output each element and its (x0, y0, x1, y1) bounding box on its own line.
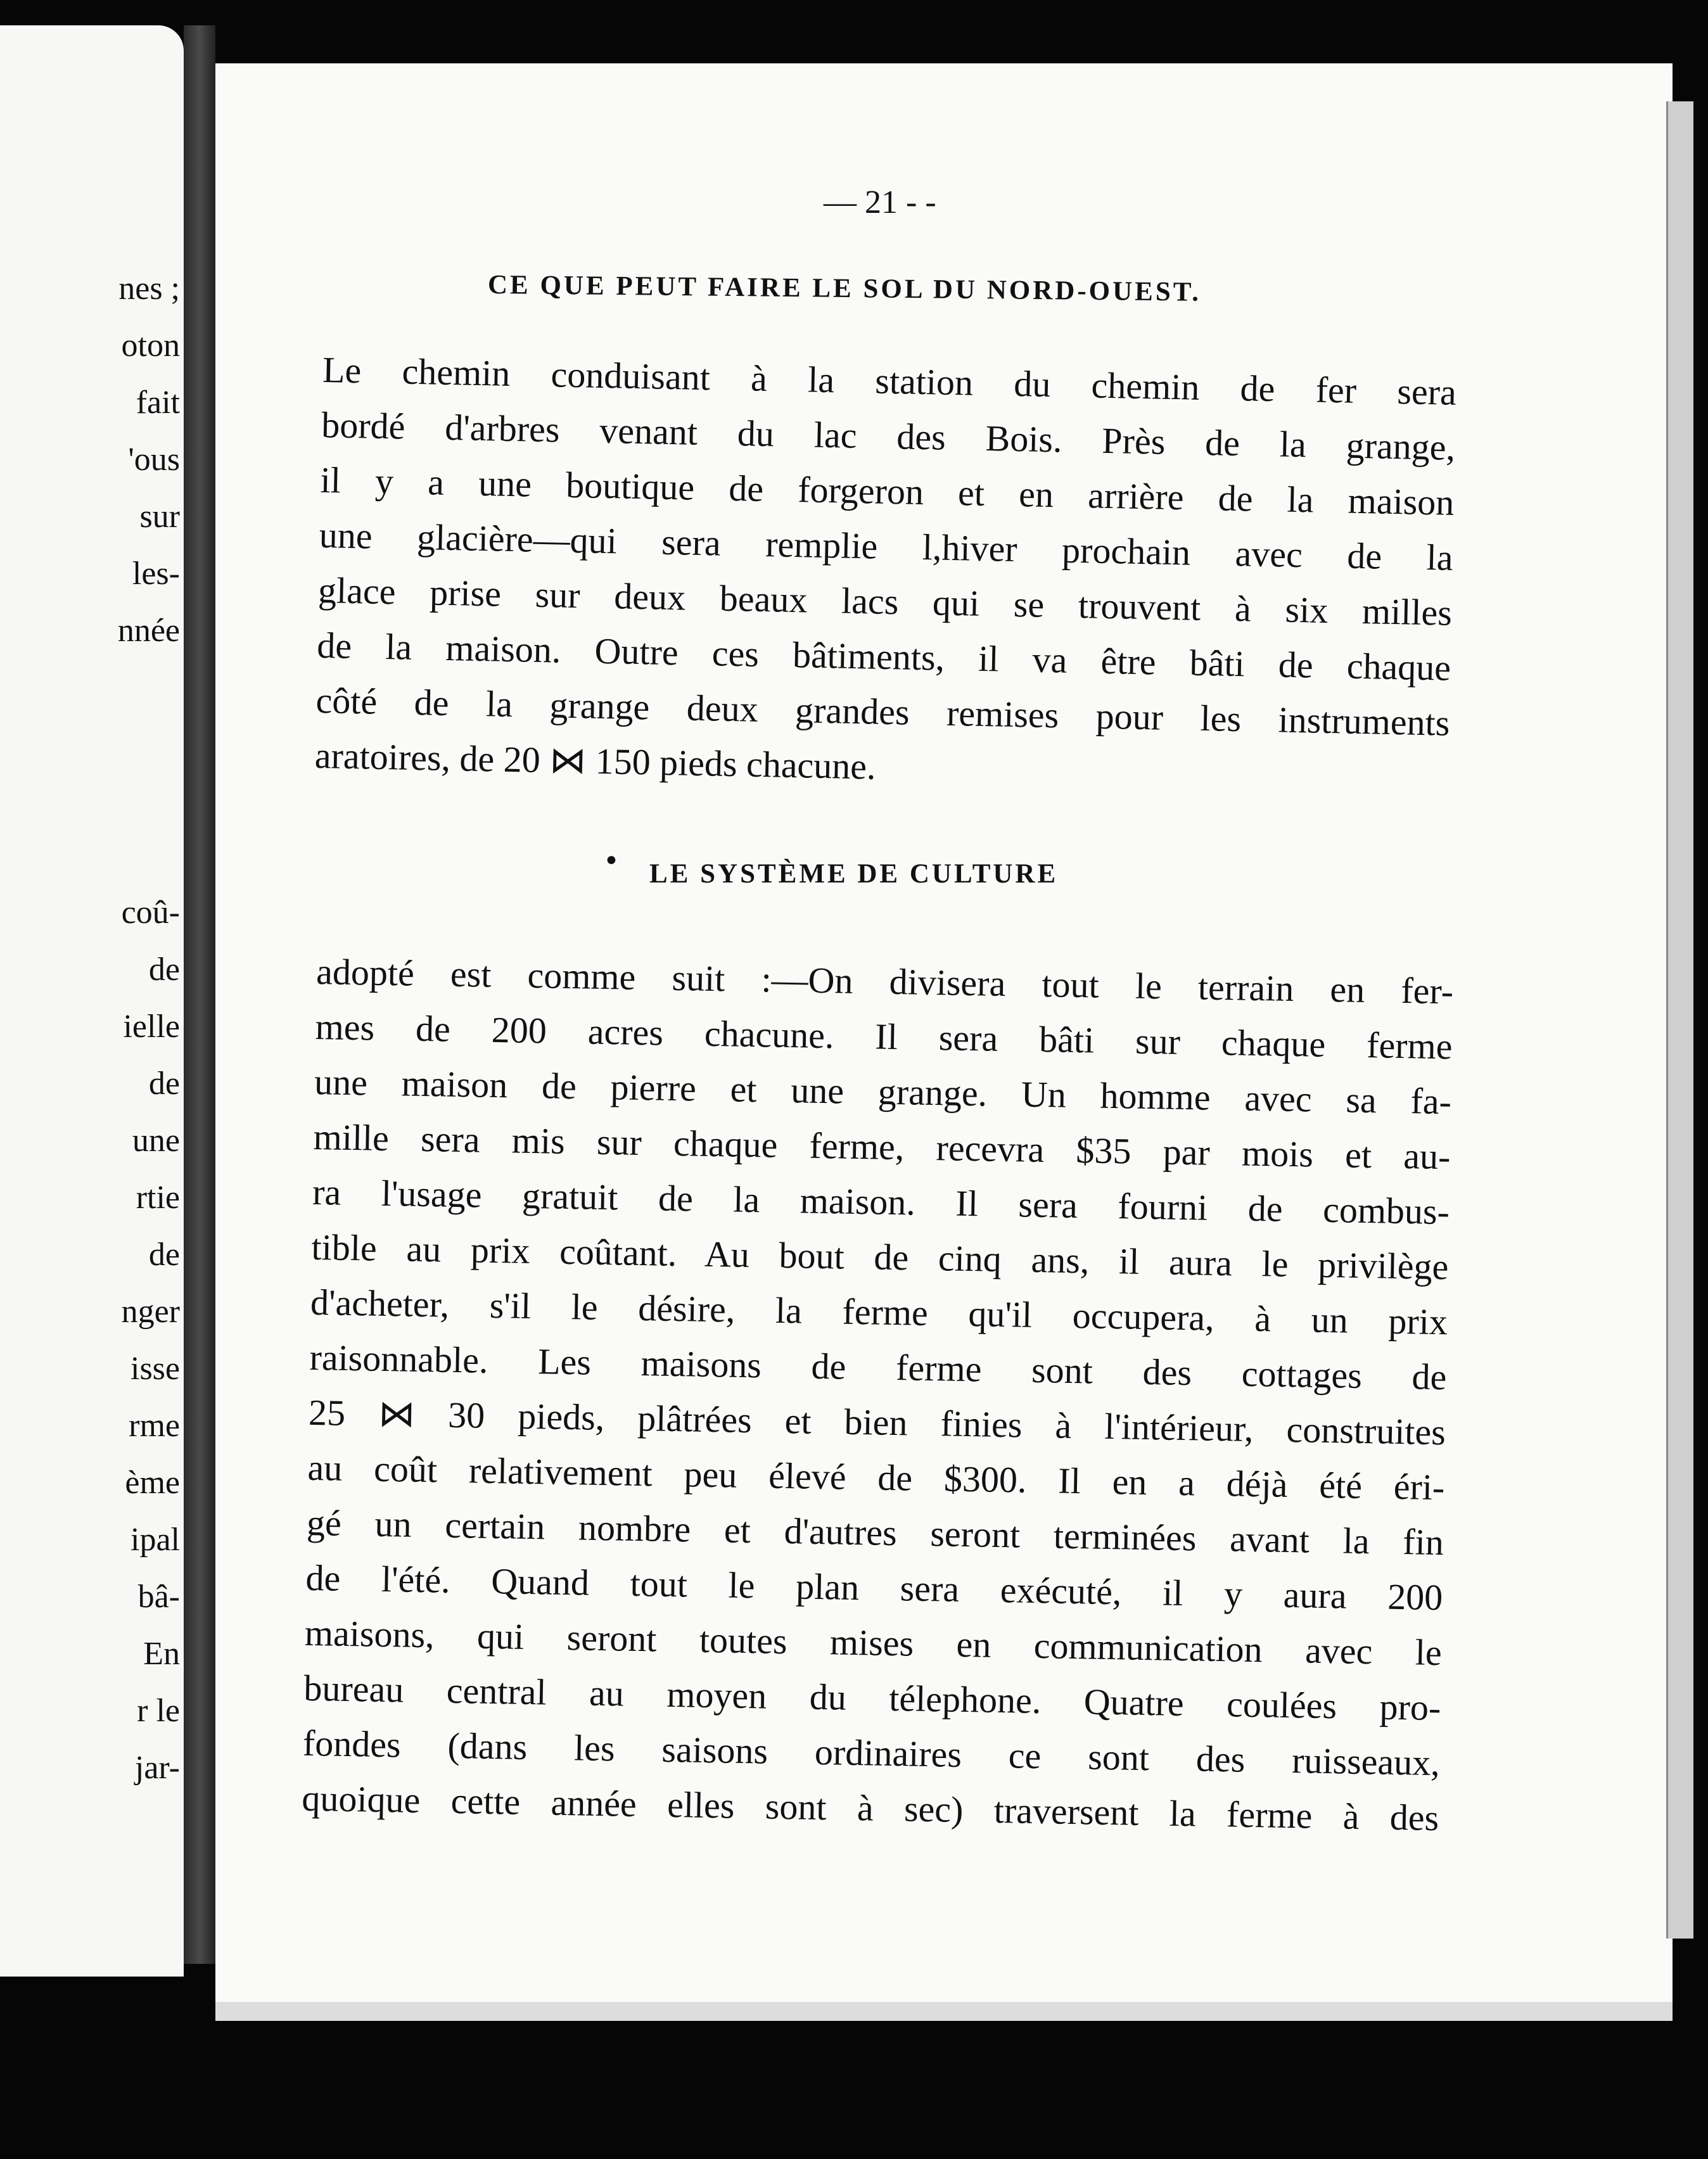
page-number: — 21 - - (824, 184, 936, 220)
facing-page-fragment: 'ous (128, 442, 180, 478)
facing-page-fragment: ème (125, 1465, 180, 1501)
text-line: adopté est comme suit :—On divisera tout le terrain en fer- (315, 950, 1454, 1012)
text-line: Le chemin conduisant à la station du chemin de fer sera (322, 348, 1457, 413)
bullet-mark: • (603, 845, 620, 877)
text-line: il y a une boutique de forgeron et en arrière de la maison (319, 459, 1455, 523)
text-line: une glacière—qui sera remplie l,hiver prochain avec de la (319, 514, 1454, 578)
text-line: glace prise sur deux beaux lacs qui se trouvent à six milles (317, 569, 1453, 634)
facing-page-fragment: les- (132, 556, 180, 592)
text-line: une maison de pierre et une grange. Un homme avec sa fa- (314, 1060, 1452, 1123)
text-line: bordé d'arbres venant du lac des Bois. Près de la grange, (321, 404, 1456, 468)
facing-page-fragment: En (143, 1636, 180, 1672)
text-line: au coût relativement peu élevé de $300. Il en a déjà été éri- (307, 1446, 1445, 1508)
text-line: gé un certain nombre et d'autres seront terminées avant la fin (306, 1501, 1444, 1564)
text-line: d'acheter, s'il le désire, la ferme qu'il occupera, à un prix (310, 1281, 1448, 1343)
page-edge (1666, 101, 1693, 1939)
text-line: bureau central au moyen du télephone. Quatre coulées pro- (303, 1667, 1441, 1729)
chapter-heading: CE QUE PEUT FAIRE LE SOL DU NORD-OUEST. (487, 270, 1202, 307)
facing-page-fragment: bâ- (137, 1579, 180, 1615)
facing-page-fragment: nes ; (118, 271, 180, 307)
facing-page-fragment: ipal (131, 1522, 180, 1558)
text-line: mille sera mis sur chaque ferme, recevra $35 par mois et au- (313, 1116, 1451, 1178)
facing-page-fragment: coû- (121, 895, 180, 931)
facing-page-fragment: fait (136, 385, 180, 421)
facing-page-fragment: de (148, 1237, 180, 1273)
facing-page-fragment: oton (121, 328, 180, 364)
paragraph-1 (314, 342, 1457, 806)
facing-page-fragment: r le (137, 1693, 180, 1729)
facing-page-fragment: nger (121, 1294, 180, 1330)
section-heading: LE SYSTÈME DE CULTURE (649, 859, 1059, 889)
facing-page-fragment: une (132, 1123, 180, 1159)
text-line: raisonnable. Les maisons de ferme sont des cottages de (309, 1336, 1447, 1398)
facing-page-fragment: de (148, 1066, 180, 1102)
facing-page-fragment: nnée (117, 613, 180, 649)
text-line: de la maison. Outre ces bâtiments, il va être bâti de chaque (316, 624, 1451, 689)
text-line: mes de 200 acres chacune. Il sera bâti sur chaque ferme (315, 1005, 1453, 1067)
facing-page-fragment: sur (139, 499, 180, 535)
text-line: de l'été. Quand tout le plan sera exécuté, il y aura 200 (305, 1557, 1443, 1619)
facing-page-fragment: isse (131, 1351, 180, 1387)
text-line: aratoires, de 20 ⋈ 150 pieds chacune. (314, 734, 877, 787)
facing-page-fragment: ielle (123, 1009, 180, 1045)
text-line: fondes (dans les saisons ordinaires ce sont des ruisseaux, (302, 1722, 1441, 1784)
facing-page-fragment: jar- (134, 1750, 180, 1786)
facing-page-fragment: rtie (136, 1180, 180, 1216)
paragraph-2 (302, 944, 1454, 1845)
facing-page-fragment: de (148, 952, 180, 988)
text-line: côté de la grange deux grandes remises pour les instruments (315, 679, 1450, 744)
text-line: maisons, qui seront toutes mises en communication avec le (304, 1612, 1443, 1674)
text-line: tible au prix coûtant. Au bout de cinq ans, il aura le privilège (311, 1226, 1449, 1288)
text-line: 25 ⋈ 30 pieds, plâtrées et bien finies à l'intérieur, construites (308, 1391, 1446, 1453)
text-line: quoique cette année elles sont à sec) traversent la ferme à des (301, 1777, 1439, 1839)
book-gutter (184, 25, 215, 1964)
text-line: ra l'usage gratuit de la maison. Il sera fourni de combus- (312, 1171, 1450, 1233)
facing-page-left (0, 25, 184, 1977)
facing-page-fragment: rme (129, 1408, 180, 1444)
